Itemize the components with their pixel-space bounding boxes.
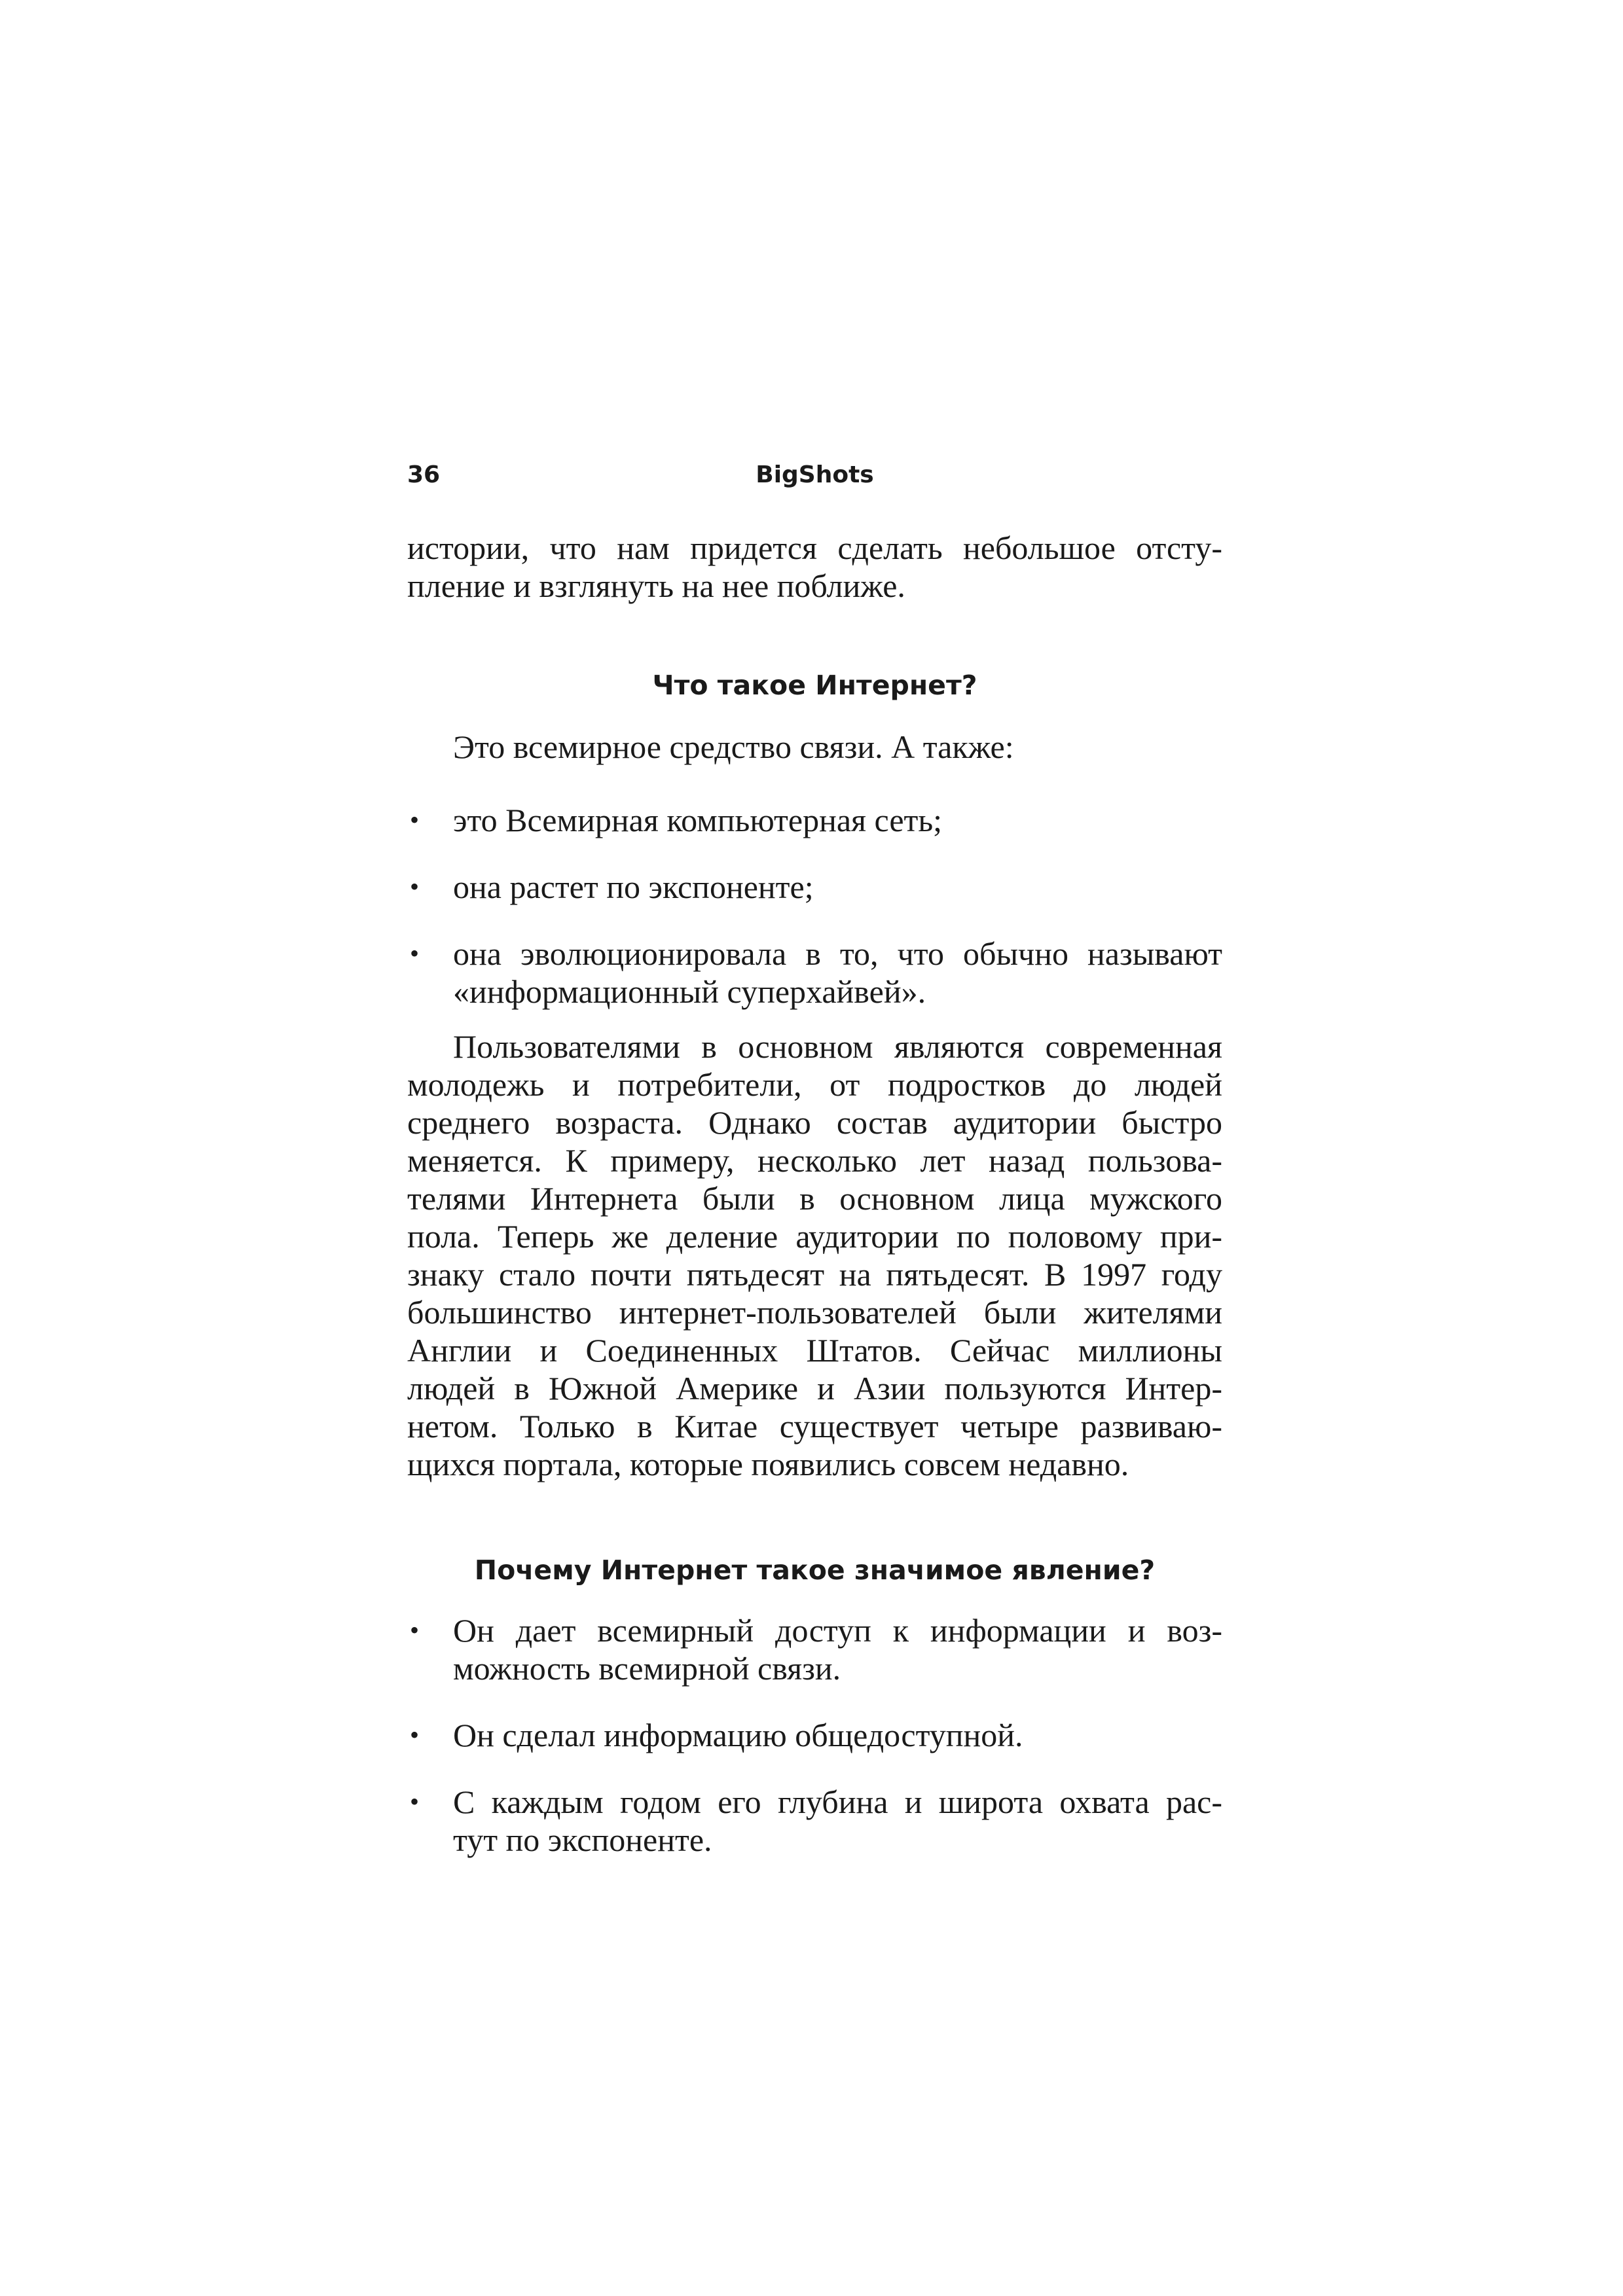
section1-bullet-list [407,801,1222,1011]
list-item-text: Он дает всемирный доступ к информации и воз- [453,1612,1222,1649]
section1-lead [407,728,1222,766]
paragraph-line: нетом. Только в Китае существует четыре развиваю- [407,1408,1222,1444]
bullet-icon: • [410,805,420,834]
bullet-icon: • [410,939,420,968]
paragraph-line: людей в Южной Америке и Азии пользуются Интер- [407,1370,1222,1407]
section-heading-what-is-internet: Что такое Интернет? [652,670,977,701]
list-item-text: можность всемирной связи. [453,1650,841,1687]
intro-line: истории, что нам придется сделать небольшое отсту- [407,529,1222,566]
list-item-text: Он сделал информацию общедоступной. [453,1717,1023,1753]
paragraph-line: Англии и Соединенных Штатов. Сейчас миллионы [407,1332,1222,1369]
bullet-icon: • [410,1615,420,1645]
paragraph-line: молодежь и потребители, от подростков до людей [407,1066,1222,1103]
paragraph-line: большинство интернет-пользователей были жителями [407,1294,1222,1331]
section1-body-paragraph [407,1028,1222,1483]
intro-paragraph [407,529,1222,605]
paragraph-line: Пользователями в основном являются современная [453,1028,1222,1065]
list-item-text: «информационный суперхайвей». [453,973,926,1010]
lead-text: Это всемирное средство связи. А также: [453,728,1014,765]
bullet-icon: • [410,1787,420,1816]
list-item [407,1716,1222,1754]
page-number: 36 [407,461,441,488]
list-item-text: это Всемирная компьютерная сеть; [453,802,943,838]
running-title: BigShots [756,461,874,488]
list-item [407,935,1222,1011]
paragraph-line: телями Интернета были в основном лица мужского [407,1180,1222,1217]
bullet-icon: • [410,872,420,901]
list-item-text: С каждым годом его глубина и широта охвата рас- [453,1784,1222,1820]
section2-bullet-list [407,1611,1222,1859]
paragraph-line: меняется. К примеру, несколько лет назад пользова- [407,1142,1222,1179]
paragraph-line: щихся портала, которые появились совсем недавно. [407,1446,1129,1482]
intro-line: пление и взглянуть на нее поближе. [407,567,905,604]
list-item-text: тут по экспоненте. [453,1821,712,1858]
list-item [407,1611,1222,1687]
paragraph-line: среднего возраста. Однако состав аудитории быстро [407,1104,1222,1141]
list-item-text: она растет по экспоненте; [453,869,814,905]
paragraph-line: знаку стало почти пятьдесят на пятьдесят. В 1997 году [407,1256,1222,1293]
list-item [407,801,1222,839]
running-head [407,461,1222,494]
list-item [407,1783,1222,1859]
list-item [407,868,1222,906]
section-heading-why-internet-matters: Почему Интернет такое значимое явление? [474,1554,1156,1586]
list-item-text: она эволюционировала в то, что обычно называют [453,935,1222,972]
paragraph-line: пола. Теперь же деление аудитории по половому при- [407,1218,1222,1255]
bullet-icon: • [410,1720,420,1749]
